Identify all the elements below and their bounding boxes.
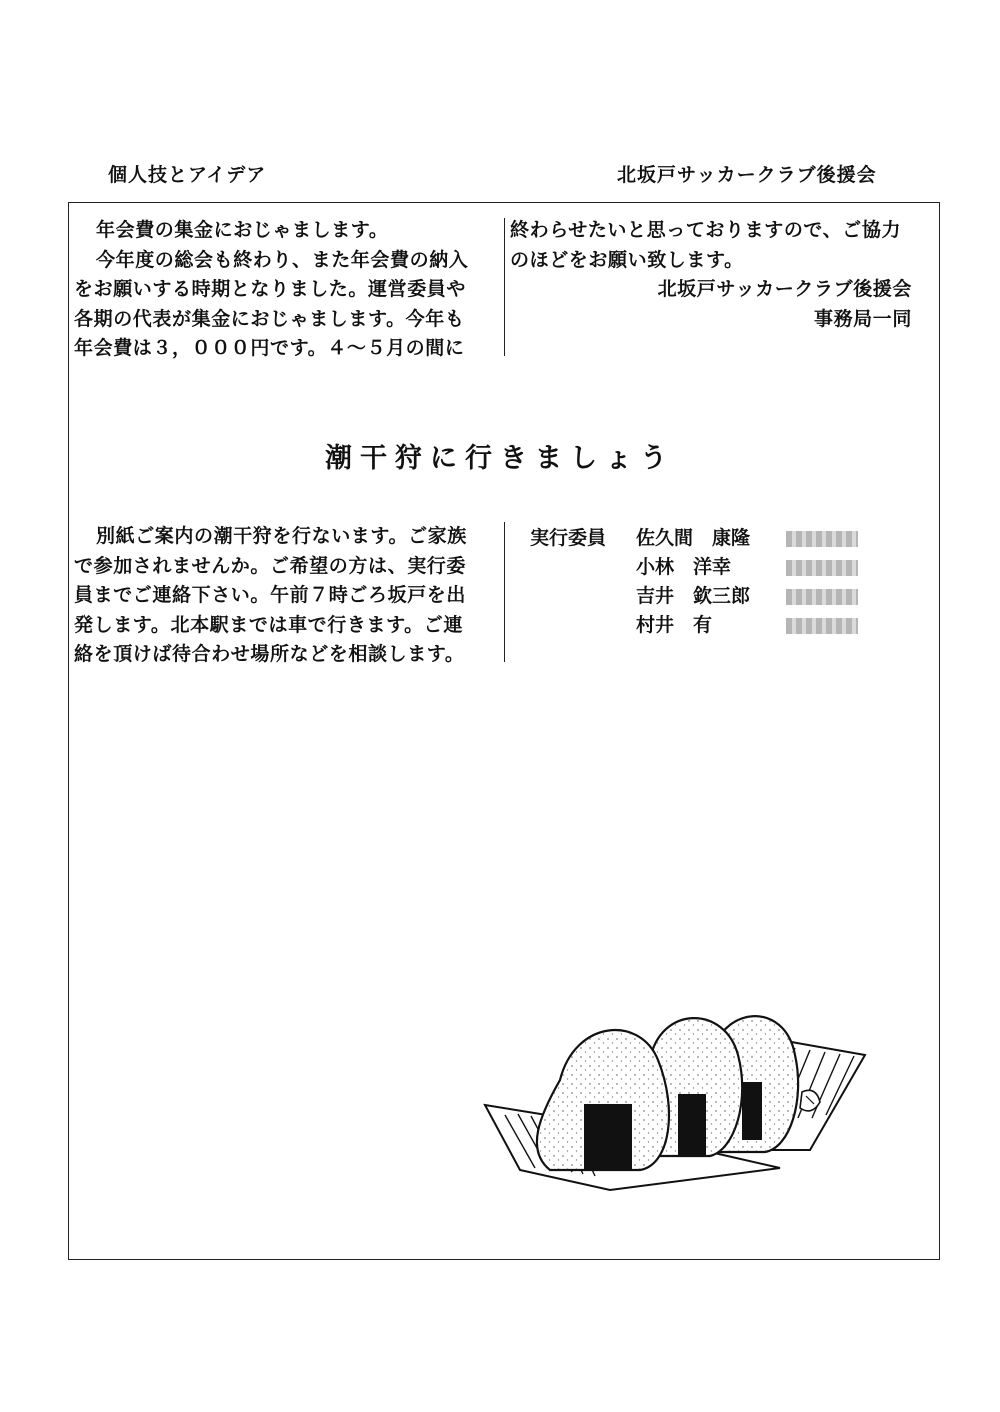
event-line: 員までご連絡下さい。午前７時ごろ坂戸を出	[74, 584, 467, 606]
member-name: 吉井 欽三郎	[636, 585, 751, 607]
event-line: で参加されませんか。ご希望の方は、実行委	[74, 554, 467, 577]
committee-label: 実行委員	[530, 527, 607, 549]
redacted-phone	[786, 618, 858, 634]
committee-row	[530, 553, 858, 582]
redacted-phone	[786, 531, 858, 547]
rice-balls-icon	[480, 1000, 880, 1200]
header-left-title: 個人技とアイデア	[108, 164, 267, 186]
notice-column-right	[510, 216, 938, 334]
notice-line: をお願いする時期となりました。運営委員や	[74, 278, 467, 300]
column-divider	[504, 218, 505, 356]
notice-line: 各期の代表が集金におじゃまします。今年も	[74, 307, 465, 330]
member-name: 佐久間 康隆	[636, 527, 751, 549]
header-right-org: 北坂戸サッカークラブ後援会	[617, 164, 877, 186]
event-title: 潮干狩に行きましょう	[325, 443, 675, 474]
notice-line: 年会費の集金におじゃまします。	[96, 219, 389, 241]
column-divider	[504, 522, 505, 662]
notice-column-left	[74, 216, 502, 364]
committee-row	[530, 582, 858, 611]
signature-office: 事務局一同	[813, 307, 912, 330]
event-line: 絡を頂けば待合わせ場所などを相談します。	[74, 643, 465, 665]
notice-line: 年会費は３，０００円です。４～５月の間に	[74, 337, 465, 359]
committee-row	[530, 611, 858, 640]
member-name: 村井 有	[636, 614, 713, 636]
event-description	[74, 522, 502, 670]
member-name: 小林 洋幸	[636, 556, 732, 578]
event-line: 発します。北本駅までは車で行きます。ご連	[74, 613, 463, 636]
notice-line: のほどをお願い致します。	[510, 248, 744, 271]
event-line: 別紙ご案内の潮干狩を行ないます。ご家族	[96, 525, 467, 547]
signature-org: 北坂戸サッカークラブ後援会	[657, 278, 912, 300]
redacted-phone	[786, 560, 858, 576]
notice-line: 今年度の総会も終わり、また年会費の納入	[96, 248, 469, 271]
notice-line: 終わらせたいと思っておりますので、ご協力	[510, 219, 902, 241]
redacted-phone	[786, 589, 858, 605]
committee-list	[530, 524, 858, 640]
committee-row	[530, 524, 858, 553]
